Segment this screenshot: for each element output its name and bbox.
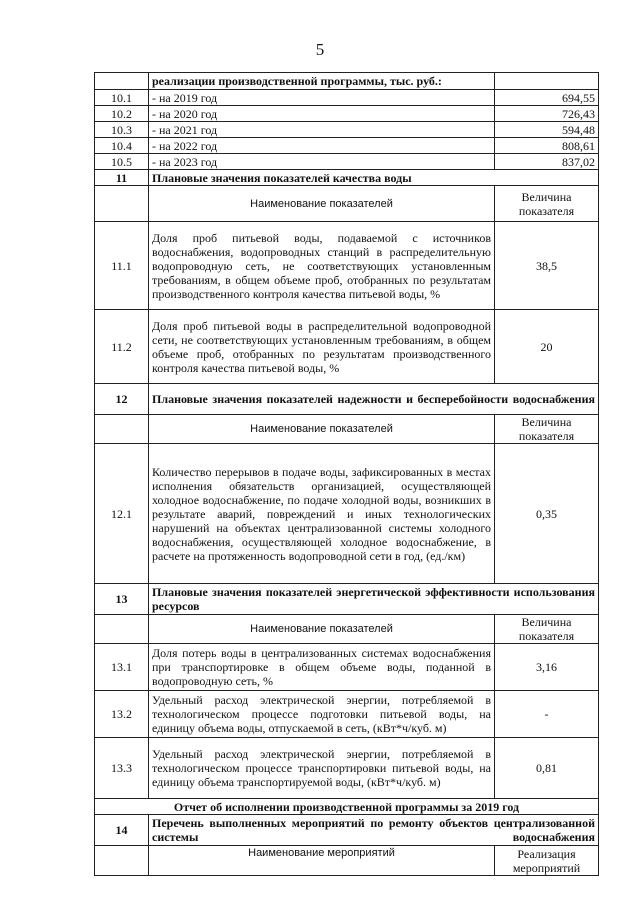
section-title: Плановые значения показателей качества воды (149, 170, 599, 186)
section-10-heading: реализации производственной программы, тыс. руб.: (149, 73, 495, 90)
indicator-value: - (495, 691, 599, 738)
row-number: 13.1 (95, 644, 149, 691)
section-header-row (95, 815, 599, 846)
indicator-text: Доля проб питьевой воды, подаваемой с источников водоснабжения, водопроводных станций в распределительную водопроводную сеть, не соответствующих установленным требованиям, в общем объеме проб, отобранных по результатам производственного контроля качества питьевой воды, % (149, 222, 495, 310)
table-row (95, 444, 599, 584)
row-number: 13.2 (95, 691, 149, 738)
section-number: 13 (95, 584, 149, 615)
row-num-cell (95, 73, 149, 90)
column-header-value: Величина показателя (495, 186, 599, 222)
row-num-cell (95, 415, 149, 444)
table-row (95, 310, 599, 384)
row-number: 10.4 (95, 138, 149, 154)
indicator-value: 3,16 (495, 644, 599, 691)
row-number: 10.1 (95, 90, 149, 106)
section-number: 11 (95, 170, 149, 186)
column-header-value: Величина показателя (495, 415, 599, 444)
page-number: 5 (315, 40, 325, 59)
report-heading: Отчет об исполнении производственной программы за 2019 год (95, 799, 599, 815)
section-number: 14 (95, 815, 149, 846)
row-number: 11.2 (95, 310, 149, 384)
section-header-row (95, 384, 599, 415)
row-value: 694,55 (495, 90, 599, 106)
row-number: 12.1 (95, 444, 149, 584)
table-row (95, 644, 599, 691)
indicator-value: 38,5 (495, 222, 599, 310)
row-label: - на 2022 год (149, 138, 495, 154)
indicator-text: Доля проб питьевой воды в распределительной водопроводной сети, не соответствующих установленным требованиям, в общем объеме проб, отобранных по результатам производственного контроля качества питьевой воды, % (149, 310, 495, 384)
section-title: Плановые значения показателей надежности и бесперебойности водоснабжения (149, 384, 599, 415)
section-title: Плановые значения показателей энергетической эффективности использования ресурсов (149, 584, 599, 615)
column-header-row (95, 415, 599, 444)
table-row (95, 154, 599, 170)
column-header-name: Наименование мероприятий (149, 846, 495, 876)
column-header-value: Величина показателя (495, 615, 599, 644)
indicator-text: Удельный расход электрической энергии, потребляемой в технологическом процессе подготовки питьевой воды, на единицу объема воды, отпускаемой в сеть, (кВт*ч/куб. м) (149, 691, 495, 738)
indicator-text: Удельный расход электрической энергии, потребляемой в технологическом процессе транспортировки питьевой воды, на единицу объема транспортируемой воды, (кВт*ч/куб. м) (149, 738, 495, 799)
table-row (95, 691, 599, 738)
program-table (94, 72, 599, 876)
column-header-name: Наименование показателей (149, 615, 495, 644)
report-heading-row (95, 799, 599, 815)
section-title: Перечень выполненных мероприятий по ремонту объектов централизованной системы водоснабжения (149, 815, 599, 846)
section-header-row (95, 170, 599, 186)
indicator-text: Количество перерывов в подаче воды, зафиксированных в местах исполнения обязательств организацией, осуществляющей холодное водоснабжение, по подаче холодной воды, возникших в результате аварий, повреждений и иных технологических нарушений на объектах централизованной системы холодного водоснабжения, осуществляющей холодное водоснабжение, в расчете на протяженность водопроводной сети в год, (ед./км) (149, 444, 495, 584)
row-num-cell (95, 186, 149, 222)
column-header-row (95, 846, 599, 876)
table-row (95, 106, 599, 122)
row-number: 10.2 (95, 106, 149, 122)
value-cell (495, 73, 599, 90)
row-value: 594,48 (495, 122, 599, 138)
row-number: 10.5 (95, 154, 149, 170)
row-value: 837,02 (495, 154, 599, 170)
indicator-value: 0,81 (495, 738, 599, 799)
row-num-cell (95, 615, 149, 644)
column-header-name: Наименование показателей (149, 186, 495, 222)
table-row (95, 122, 599, 138)
indicator-value: 0,35 (495, 444, 599, 584)
table-row (95, 73, 599, 90)
row-number: 10.3 (95, 122, 149, 138)
indicator-value: 20 (495, 310, 599, 384)
table-row (95, 90, 599, 106)
section-number: 12 (95, 384, 149, 415)
row-label: - на 2020 год (149, 106, 495, 122)
indicator-text: Доля потерь воды в централизованных системах водоснабжения при транспортировке в общем объеме воды, поданной в водопроводную сеть, % (149, 644, 495, 691)
table-row (95, 222, 599, 310)
column-header-row (95, 186, 599, 222)
row-number: 13.3 (95, 738, 149, 799)
row-num-cell (95, 846, 149, 876)
row-label: - на 2019 год (149, 90, 495, 106)
column-header-name: Наименование показателей (149, 415, 495, 444)
row-number: 11.1 (95, 222, 149, 310)
table-row (95, 738, 599, 799)
column-header-row (95, 615, 599, 644)
column-header-value: Реализация мероприятий (495, 846, 599, 876)
table-row (95, 138, 599, 154)
section-header-row (95, 584, 599, 615)
row-label: - на 2023 год (149, 154, 495, 170)
row-value: 808,61 (495, 138, 599, 154)
row-value: 726,43 (495, 106, 599, 122)
row-label: - на 2021 год (149, 122, 495, 138)
